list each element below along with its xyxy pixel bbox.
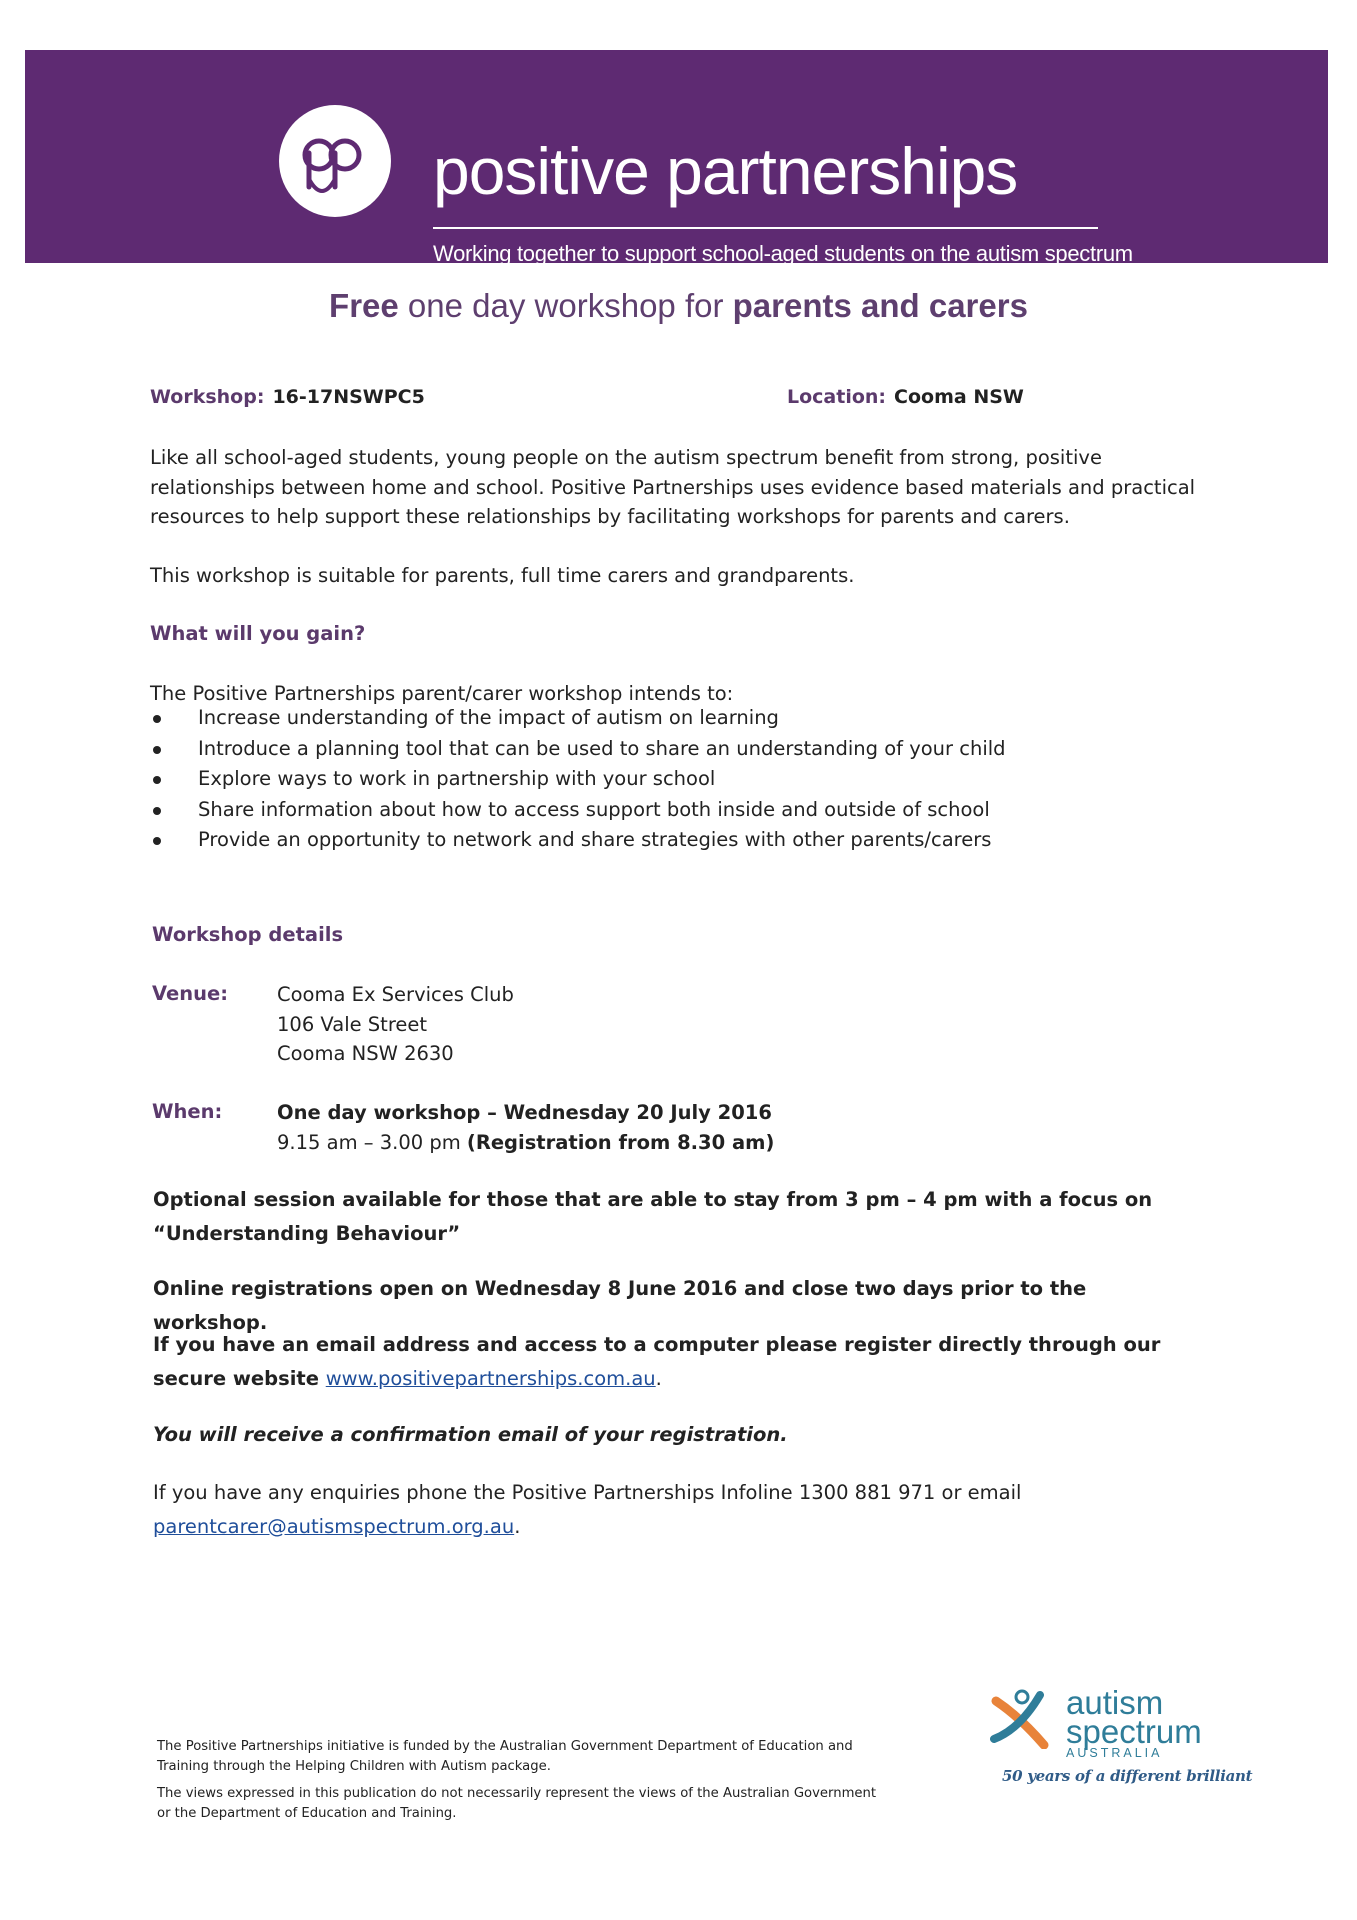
list-item (150, 795, 1006, 826)
list-item-text: Explore ways to work in partnership with your school (198, 767, 716, 790)
list-item-text: Share information about how to access support both inside and outside of school (198, 797, 990, 821)
list-item-text: Provide an opportunity to network and share strategies with other parents/carers (198, 828, 992, 851)
headline-free: Free (329, 287, 399, 324)
venue-line: Cooma Ex Services Club (277, 983, 514, 1006)
list-item (150, 764, 1006, 795)
when-registration: (Registration from 8.30 am) (466, 1130, 775, 1154)
list-item-text: Introduce a planning tool that can be used to share an understanding of your child (198, 736, 1006, 760)
enquiry-text: If you have any enquiries phone the Positive Partnerships Infoline 1300 881 971 or email (153, 1481, 1022, 1504)
workshop-label: Workshop: (150, 386, 265, 408)
headline-audience: parents and carers (732, 287, 1028, 324)
intro-paragraph: Like all school-aged students, young people on the autism spectrum benefit from strong, positive relationships between home and school. Positive Partnerships uses evidence based materials and practical resources to help support these relationships by facilitating workshops for parents and carers. (150, 446, 1196, 528)
asa-tagline: 50 years of a different brilliant (1002, 1767, 1253, 1785)
when-time-row (277, 1128, 774, 1158)
bullet-icon (153, 776, 161, 784)
pp-logo-mark-icon (279, 105, 391, 217)
autism-spectrum-figure-icon (990, 1687, 1060, 1749)
positive-partnerships-logo-icon (279, 105, 391, 217)
when-details (277, 1098, 774, 1157)
funding-note: The Positive Partnerships initiative is funded by the Australian Government Department of Education and Training through the Helping Children with Autism package. (157, 1739, 853, 1774)
register-text: If you have an email address and access to a computer please register directly through our secure website (153, 1333, 1161, 1390)
bullet-icon (153, 746, 161, 754)
when-time: 9.15 am – 3.00 pm (277, 1130, 467, 1154)
asa-country: AUSTRALIA (1066, 1746, 1163, 1760)
asa-word-autism: autism (1066, 1684, 1164, 1721)
location-value: Cooma NSW (894, 386, 1024, 408)
register-paragraph: If you have an email address and access to a computer please register directly through our secure website www.positivepartnerships.com.au. (153, 1333, 1161, 1390)
list-item (150, 825, 1006, 856)
enquiry-paragraph: If you have any enquiries phone the Positive Partnerships Infoline 1300 881 971 or email parentcarer@autismspectrum.org.au. (153, 1481, 1022, 1538)
confirmation-note: You will receive a confirmation email of your registration. (153, 1423, 788, 1446)
venue-line: 106 Vale Street (277, 1012, 428, 1036)
autism-spectrum-logo (990, 1682, 1253, 1792)
bullet-icon (153, 837, 161, 845)
bullet-icon (153, 807, 161, 815)
gain-intro: The Positive Partnerships parent/carer workshop intends to: (150, 682, 734, 705)
list-item-text: Increase understanding of the impact of autism on learning (198, 706, 779, 729)
venue-line: Cooma NSW 2630 (277, 1042, 454, 1065)
when-date: One day workshop – Wednesday 20 July 2016 (277, 1101, 772, 1124)
venue-label: Venue: (152, 982, 229, 1005)
headline-middle: one day workshop for (398, 287, 733, 324)
suitable-paragraph: This workshop is suitable for parents, full time carers and grandparents. (150, 564, 855, 587)
details-heading: Workshop details (152, 923, 344, 946)
disclaimer-note: The views expressed in this publication do not necessarily represent the views of the Australian Government or the Department of Education and Training. (157, 1786, 877, 1821)
when-label: When: (152, 1100, 223, 1123)
page-title (0, 287, 1357, 325)
list-item (150, 734, 1006, 765)
location-label: Location: (787, 386, 887, 408)
bullet-icon (153, 715, 161, 723)
list-item (150, 703, 1006, 734)
brand-divider (433, 227, 1098, 229)
venue-address (277, 980, 514, 1069)
gain-heading: What will you gain? (150, 622, 366, 645)
workshop-location (787, 386, 1024, 408)
brand-name: positive partnerships (433, 134, 1018, 208)
email-link[interactable]: parentcarer@autismspectrum.org.au (153, 1515, 515, 1538)
header-banner (25, 50, 1328, 266)
registrations-notice: Online registrations open on Wednesday 8 June 2016 and close two days prior to the workshop. (153, 1277, 1087, 1334)
brand-tagline: Working together to support school-aged students on the autism spectrum (433, 241, 1133, 266)
optional-session: Optional session available for those that are able to stay from 3 pm – 4 pm with a focus on “Understanding Behaviour” (153, 1188, 1153, 1245)
workshop-value: 16-17NSWPC5 (272, 386, 425, 408)
asa-word-spectrum: spectrum (1066, 1713, 1202, 1750)
workshop-code (150, 386, 425, 408)
gain-list (150, 703, 1006, 856)
website-link[interactable]: www.positivepartnerships.com.au (325, 1367, 656, 1390)
